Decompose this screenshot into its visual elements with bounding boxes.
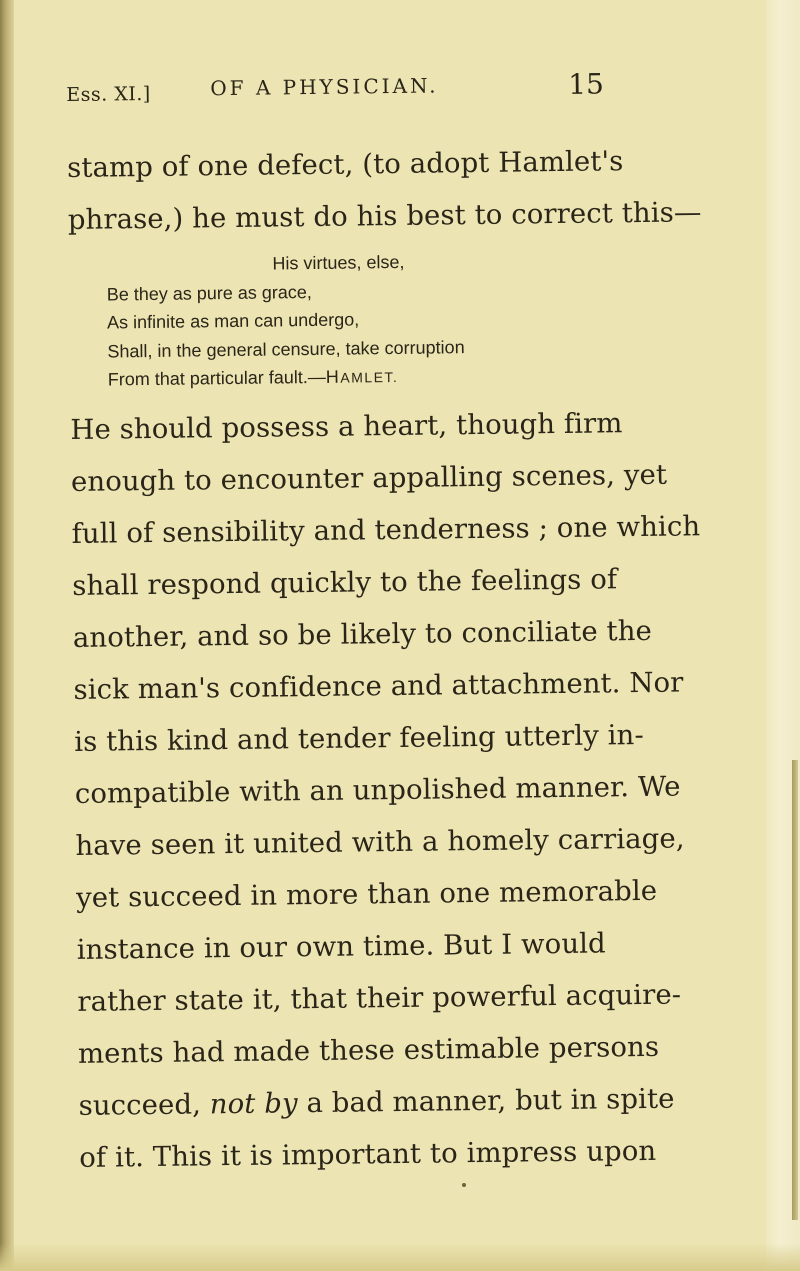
text-line: of it. This it is important to impress upon [79,1134,657,1174]
page-number: 15 [568,67,605,101]
running-title: OF A PHYSICIAN. [210,73,439,101]
intro-text [67,135,702,246]
text-line: rather state it, that their powerful acquire- [77,978,682,1018]
attribution: HAMLET. [325,366,399,387]
page-speck [462,1183,466,1187]
text-line: instance in our own time. But I would [76,926,606,966]
text-line: ments had made these estimable persons [77,1030,660,1070]
bottom-shadow [0,1243,800,1271]
quote-line: Be they as pure as grace, [106,281,312,305]
italic-emphasis: not by [209,1086,298,1120]
text-line: enough to encounter appalling scenes, yet [70,458,668,498]
text-line: stamp of one defect, (to adopt Hamlet's [67,145,624,184]
quote-line-attribution [70,359,670,396]
page-edge-shadow [792,760,798,1220]
quote-line: As infinite as man can undergo, [106,309,360,333]
running-head [66,63,667,120]
text-line: compatible with an unpolished manner. We [74,770,681,810]
text-line: have seen it united with a homely carriage, [75,822,685,862]
essay-label: Ess. XI.] [66,82,151,106]
text-line: phrase,) he must do his best to correct this— [67,196,702,236]
text-line: full of sensibility and tenderness ; one which [71,509,701,550]
quote-line: Shall, in the general censure, take corruption [107,336,465,362]
text-line: He should possess a heart, though firm [70,406,623,446]
text-line: is this kind and tender feeling utterly in- [74,718,644,758]
book-page [66,63,702,1184]
text-line: yet succeed in more than one memorable [75,874,658,914]
text-line: sick man's confidence and attachment. Nor [73,666,684,706]
main-paragraph [70,396,701,1183]
text-line: another, and so be likely to conciliate the [72,614,653,654]
text-line-emphasis: succeed, not by a bad manner, but in spite [78,1082,675,1122]
hamlet-quotation [68,245,670,396]
quote-line: His virtues, else, [272,251,405,274]
book-gutter [0,0,14,1271]
text-line: shall respond quickly to the feelings of [72,562,618,602]
quote-last-text: From that particular fault.— [107,366,326,390]
